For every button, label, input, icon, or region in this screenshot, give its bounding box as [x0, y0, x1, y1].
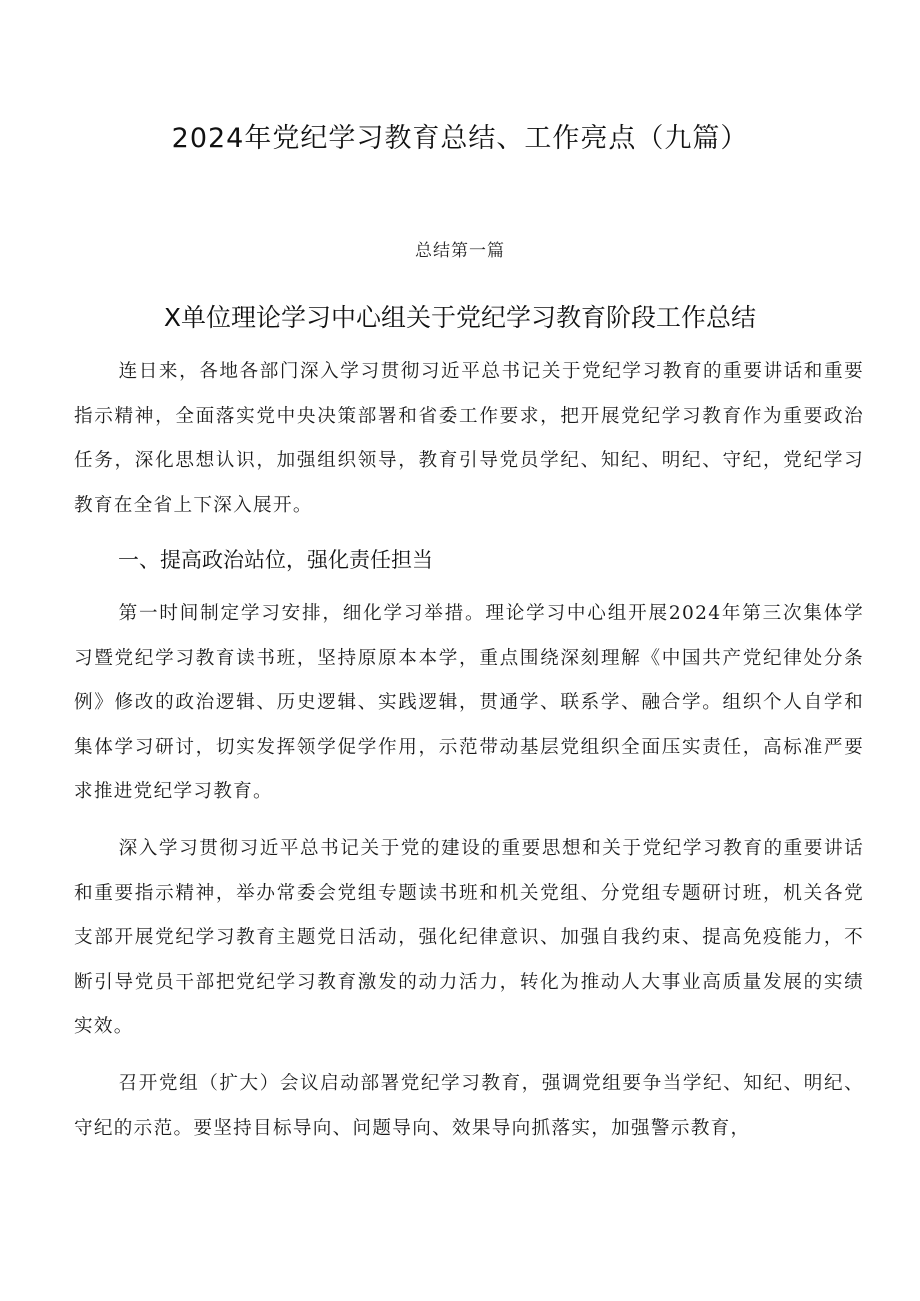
article-title: X单位理论学习中心组关于党纪学习教育阶段工作总结: [163, 303, 757, 332]
paragraph-intro: [74, 350, 864, 528]
paragraph-study-implementation: [74, 827, 864, 1050]
paragraph-text: 第一时间制定学习安排，细化学习举措。理论学习中心组开展2024年第三次集体学习暨党纪学习教育读书班，坚持原原本本学，重点围绕深刻理解《中国共产党纪律处分条例》修改的政治逻辑、历史逻辑、实践逻辑，贯通学、联系学、融合学。组织个人自学和集体学习研讨，切实发挥领学促学作用，示范带动基层党组织全面压实责任，高标准严要求推进党纪学习教育。: [74, 603, 864, 802]
document-title: 2024年党纪学习教育总结、工作亮点（九篇）: [171, 123, 749, 154]
paragraph-text: 深入学习贯彻习近平总书记关于党的建设的重要思想和关于党纪学习教育的重要讲话和重要指示精神，举办常委会党组专题读书班和机关党组、分党组专题研讨班，机关各党支部开展党纪学习教育主题党日活动，强化纪律意识、加强自我约束、提高免疫能力，不断引导党员干部把党纪学习教育激发的动力活力，转化为推动人大事业高质量发展的实绩实效。: [74, 838, 864, 1037]
section-label: 总结第一篇: [415, 241, 505, 261]
paragraph-party-meeting: [74, 1062, 864, 1151]
paragraph-study-arrangement: [74, 592, 864, 815]
section-heading-one: 一、提高政治站位，强化责任担当: [118, 548, 433, 572]
paragraph-text: 连日来，各地各部门深入学习贯彻习近平总书记关于党纪学习教育的重要讲话和重要指示精神，全面落实党中央决策部署和省委工作要求，把开展党纪学习教育作为重要政治任务，深化思想认识，加强组织领导，教育引导党员学纪、知纪、明纪、守纪，党纪学习教育在全省上下深入展开。: [74, 361, 864, 516]
paragraph-text: 召开党组（扩大）会议启动部署党纪学习教育，强调党组要争当学纪、知纪、明纪、守纪的示范。要坚持目标导向、问题导向、效果导向抓落实，加强警示教育，: [74, 1073, 864, 1139]
